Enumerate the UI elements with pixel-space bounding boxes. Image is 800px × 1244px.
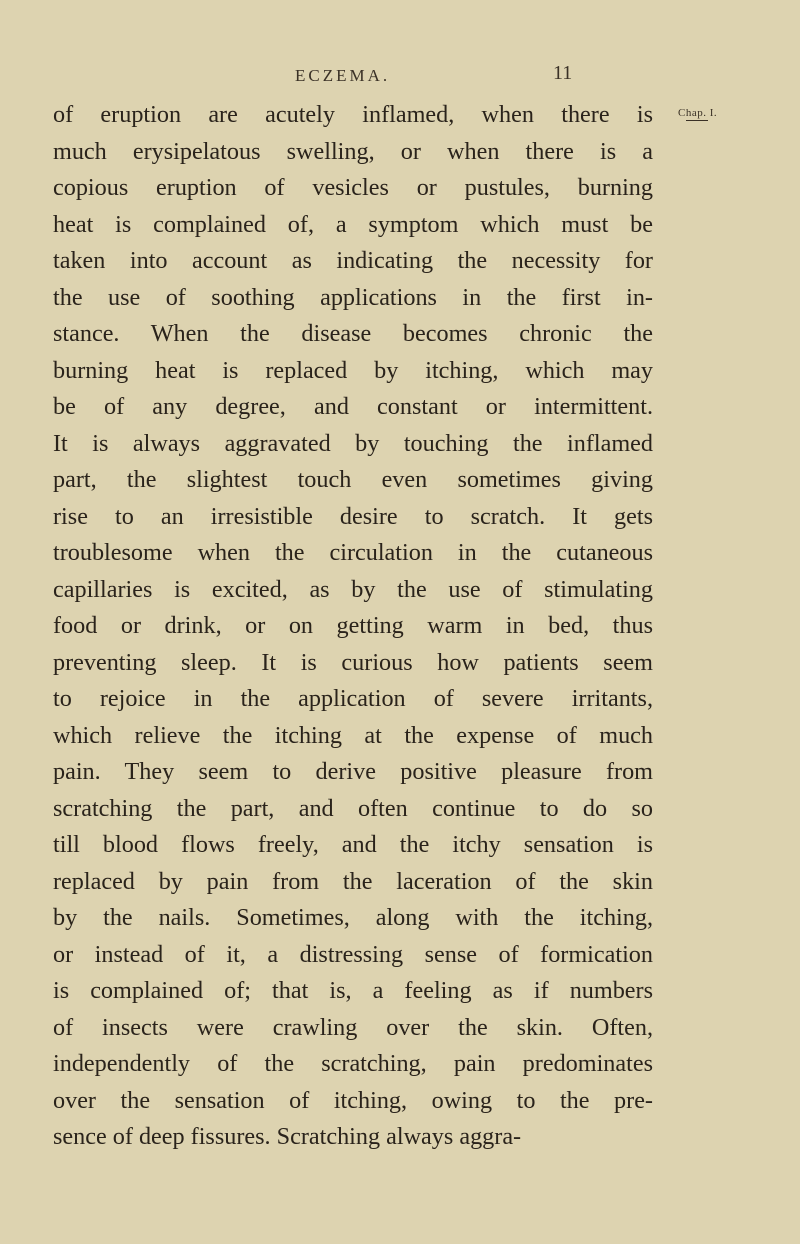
text-line: food or drink, or on getting warm in bed, thus <box>53 612 653 639</box>
running-head: ECZEMA. <box>295 66 391 85</box>
text-line: pain. They seem to derive positive pleasure from <box>53 758 653 785</box>
text-line: replaced by pain from the laceration of the skin <box>53 867 653 895</box>
text-line: be of any degree, and constant or intermittent. <box>53 393 653 420</box>
text-line: the use of soothing applications in the first in- <box>53 283 653 311</box>
text-line: till blood flows freely, and the itchy sensation is <box>53 831 653 858</box>
text-line: scratching the part, and often continue to do so <box>53 794 653 822</box>
text-line: burning heat is replaced by itching, which may <box>53 356 653 384</box>
text-line: of insects were crawling over the skin. Often, <box>53 1013 653 1041</box>
chapter-marker: Chap. I. <box>678 107 718 119</box>
text-line: It is always aggravated by touching the inflamed <box>53 429 653 457</box>
text-line: is complained of; that is, a feeling as if numbers <box>53 977 653 1004</box>
text-line: much erysipelatous swelling, or when there is a <box>53 137 653 165</box>
text-line: troublesome when the circulation in the cutaneous <box>53 539 653 566</box>
text-line: sence of deep fissures. Scratching always aggra- <box>53 1123 522 1150</box>
text-line: rise to an irresistible desire to scratch. It gets <box>53 502 653 530</box>
text-line: part, the slightest touch even sometimes giving <box>53 466 653 493</box>
text-line: or instead of it, a distressing sense of formication <box>53 940 653 968</box>
text-line: copious eruption of vesicles or pustules, burning <box>53 174 653 201</box>
text-line: independently of the scratching, pain predominates <box>53 1050 653 1077</box>
chapter-marker-underline <box>686 120 708 121</box>
text-line: heat is complained of, a symptom which must be <box>53 210 653 238</box>
text-line: of eruption are acutely inflamed, when there is <box>53 101 653 128</box>
body-text <box>53 97 653 1156</box>
text-line: capillaries is excited, as by the use of stimulating <box>53 575 653 603</box>
page-number: 11 <box>553 62 573 84</box>
margin-note <box>678 107 717 121</box>
text-line: taken into account as indicating the necessity for <box>53 247 653 274</box>
text-line: over the sensation of itching, owing to the pre- <box>53 1086 653 1114</box>
text-line: preventing sleep. It is curious how patients seem <box>53 648 653 676</box>
text-line: which relieve the itching at the expense of much <box>53 721 653 749</box>
text-line: to rejoice in the application of severe irritants, <box>53 685 653 712</box>
text-line: by the nails. Sometimes, along with the itching, <box>53 904 653 931</box>
text-line: stance. When the disease becomes chronic the <box>53 320 653 347</box>
